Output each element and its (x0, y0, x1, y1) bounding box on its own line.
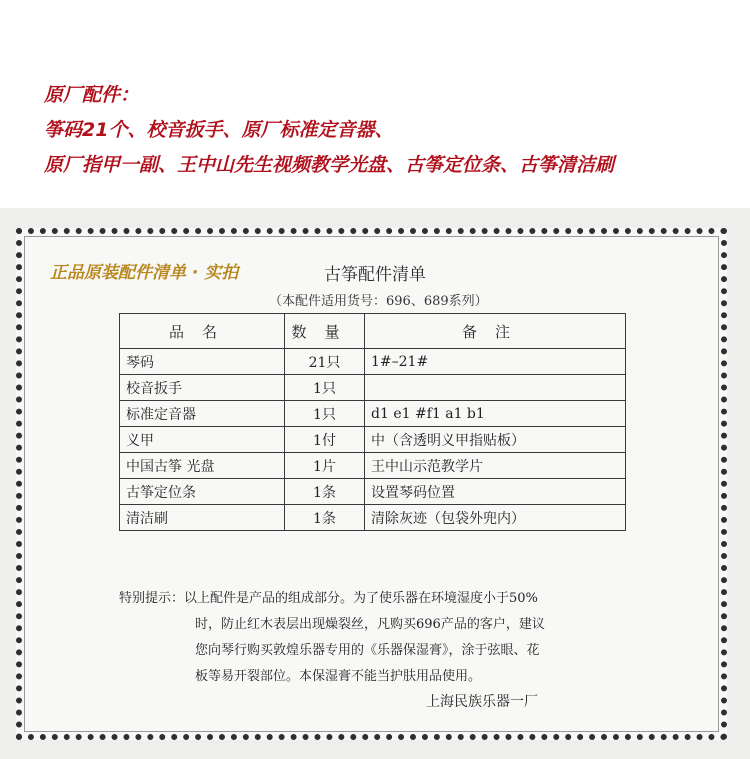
cell-note (365, 375, 626, 401)
cell-qty: 1片 (285, 453, 365, 479)
cell-note: 设置琴码位置 (365, 479, 626, 505)
doc-title: 古筝配件清单 (324, 265, 426, 285)
cell-qty: 1只 (285, 401, 365, 427)
cell-note: 清除灰迹（包袋外兜内） (365, 505, 626, 531)
notice-line: 特别提示：以上配件是产品的组成部分。为了使乐器在环境湿度小于50% (119, 591, 538, 606)
doc-subtitle: （本配件适用货号：696、689系列） (269, 294, 488, 309)
table-row (120, 375, 626, 401)
notice-line: 板等易开裂部位。本保湿膏不能当护肤用品使用。 (195, 669, 482, 684)
cell-name: 清洁刷 (120, 505, 285, 531)
table-row (120, 427, 626, 453)
cell-qty: 1付 (285, 427, 365, 453)
cell-qty: 1条 (285, 479, 365, 505)
cell-qty: 21只 (285, 349, 365, 375)
notice-line: 时，防止红木表层出现燥裂丝，凡购买696产品的客户，建议 (195, 617, 545, 632)
table-row (120, 349, 626, 375)
table-row (120, 453, 626, 479)
cell-name: 标准定音器 (120, 401, 285, 427)
table-header-row (120, 314, 626, 349)
cell-note: 中（含透明义甲指贴板） (365, 427, 626, 453)
cell-note: 王中山示范教学片 (365, 453, 626, 479)
manufacturer-signature: 上海民族乐器一厂 (426, 694, 538, 710)
cell-name: 中国古筝 光盘 (120, 453, 285, 479)
table-row (120, 479, 626, 505)
cell-qty: 1只 (285, 375, 365, 401)
special-notice (119, 586, 649, 690)
intro-text (44, 78, 734, 183)
notice-line: 您向琴行购买敦煌乐器专用的《乐器保湿膏》，涂于弦眼、花 (195, 643, 540, 658)
header-note: 备注 (365, 314, 626, 349)
cell-note: d1 e1 #f1 a1 b1 (365, 401, 626, 427)
table-row (120, 505, 626, 531)
cell-note: 1#–21# (365, 349, 626, 375)
intro-line-3: 原厂指甲一副、王中山先生视频教学光盘、古筝定位条、古筝清洁刷 (44, 154, 615, 176)
accessory-table (119, 313, 626, 531)
cell-name: 校音扳手 (120, 375, 285, 401)
cell-name: 琴码 (120, 349, 285, 375)
photo-tag: 正品原装配件清单 · 实拍 (50, 263, 239, 283)
header-qty: 数量 (285, 314, 365, 349)
checklist-photo (0, 208, 750, 759)
checklist-card (16, 228, 727, 740)
header-name: 品名 (120, 314, 285, 349)
table-row (120, 401, 626, 427)
cell-qty: 1条 (285, 505, 365, 531)
intro-line-1: 原厂配件： (44, 84, 140, 106)
intro-line-2: 筝码21个、校音扳手、原厂标准定音器、 (44, 119, 394, 141)
cell-name: 义甲 (120, 427, 285, 453)
cell-name: 古筝定位条 (120, 479, 285, 505)
